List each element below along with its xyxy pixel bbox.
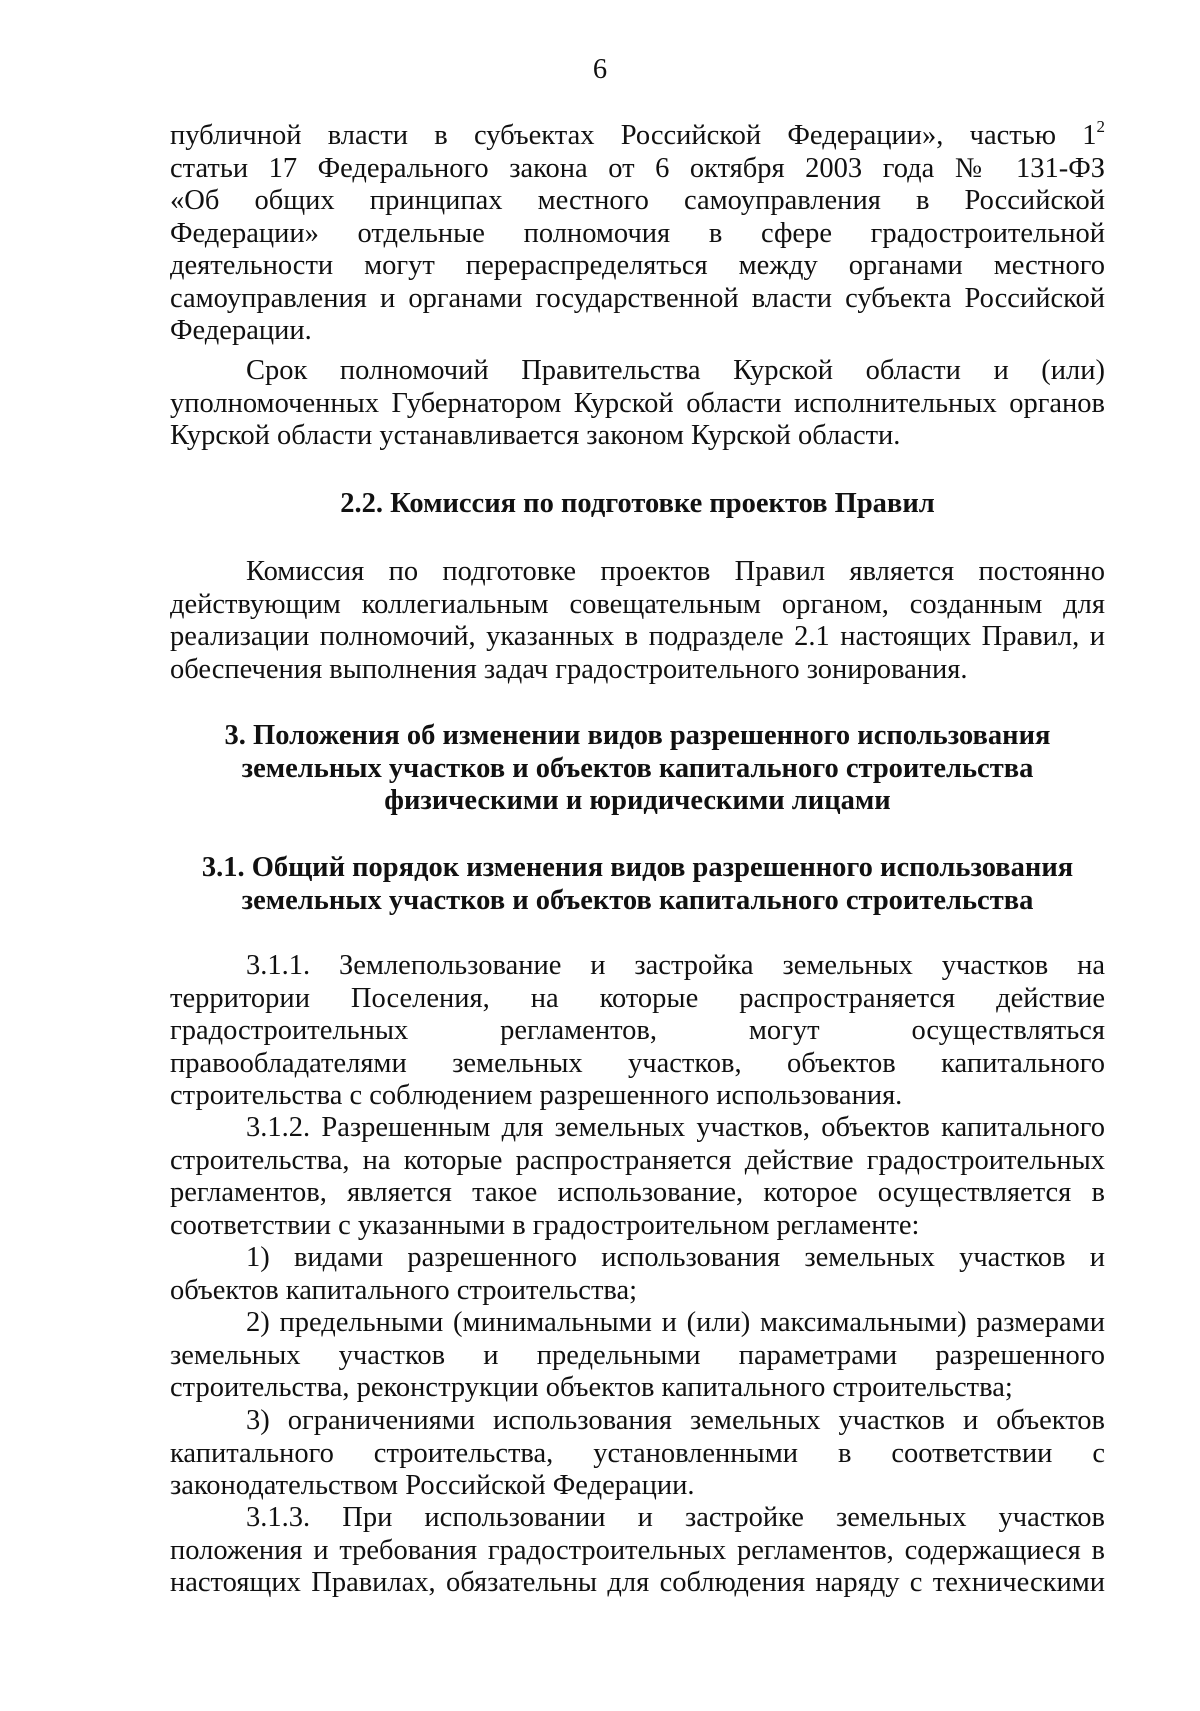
text-line: 1) видами разрешенного использования земельных участков и bbox=[246, 1242, 1105, 1273]
heading-line: земельных участков и объектов капитального строительства bbox=[241, 884, 1034, 916]
text-line: строительства, реконструкции объектов капитального строительства; bbox=[170, 1372, 1013, 1403]
text-line: 3.1.2. Разрешенным для земельных участков, объектов капитального bbox=[246, 1112, 1105, 1143]
heading-2-2 bbox=[170, 488, 1105, 521]
heading-line: 3. Положения об изменении видов разрешенного использования bbox=[224, 720, 1051, 751]
clause-3-1-1 bbox=[170, 950, 1105, 1113]
page-number: 6 bbox=[592, 54, 608, 85]
text-line: территории Поселения, на которые распространяется действие bbox=[170, 982, 1105, 1014]
heading-line: 2.2. Комиссия по подготовке проектов Правил bbox=[340, 488, 935, 519]
heading-3 bbox=[170, 720, 1105, 818]
text-line: самоуправления и органами государственной власти субъекта Российской bbox=[170, 282, 1105, 314]
text-line: земельных участков и предельными параметрами разрешенного bbox=[170, 1339, 1105, 1371]
clause-3-1-3 bbox=[170, 1502, 1105, 1600]
text-line: 3.1.3. При использовании и застройке земельных участков bbox=[246, 1502, 1105, 1533]
text-line: регламентов, является такое использование, которое осуществляется в bbox=[170, 1177, 1105, 1208]
text-line: уполномоченных Губернатором Курской области исполнительных органов bbox=[170, 387, 1105, 419]
heading-line: физическими и юридическими лицами bbox=[384, 785, 891, 816]
text-line: правообладателями земельных участков, объектов капитального bbox=[170, 1047, 1105, 1079]
text-line: статьи 17 Федерального закона от 6 октября 2003 года № 131-ФЗ bbox=[170, 152, 1105, 184]
text-line: объектов капитального строительства; bbox=[170, 1274, 638, 1306]
text-line: деятельности могут перераспределяться между органами местного bbox=[170, 250, 1105, 281]
text-line: градостроительных регламентов, могут осуществляться bbox=[170, 1015, 1105, 1046]
text-line: обеспечения выполнения задач градостроительного зонирования. bbox=[170, 653, 968, 685]
heading-3-1 bbox=[170, 852, 1105, 917]
text-line: реализации полномочий, указанных в подразделе 2.1 настоящих Правил, и bbox=[170, 621, 1105, 652]
text-line: строительства с соблюдением разрешенного использования. bbox=[170, 1080, 903, 1111]
text-line: Федерации» отдельные полномочия в сфере градостроительной bbox=[170, 217, 1105, 249]
text-line: Комиссия по подготовке проектов Правил является постоянно bbox=[246, 556, 1105, 587]
list-item-3 bbox=[170, 1405, 1105, 1503]
text-line: Федерации. bbox=[170, 315, 312, 346]
text-line: 2) предельными (минимальными и (или) максимальными) размерами bbox=[246, 1307, 1105, 1338]
text-line: Срок полномочий Правительства Курской области и (или) bbox=[246, 355, 1105, 386]
paragraph-term-of-powers bbox=[170, 355, 1105, 453]
paragraph-continuation bbox=[170, 117, 1105, 348]
paragraph-commission bbox=[170, 556, 1105, 686]
text-line: законодательством Российской Федерации. bbox=[170, 1470, 695, 1501]
text-line: 3.1.1. Землепользование и застройка земельных участков на bbox=[246, 950, 1105, 981]
heading-line: 3.1. Общий порядок изменения видов разрешенного использования bbox=[201, 852, 1074, 883]
text-line: положения и требования градостроительных регламентов, содержащиеся в bbox=[170, 1534, 1105, 1566]
list-item-2 bbox=[170, 1307, 1105, 1405]
text-line: Курской области устанавливается законом Курской области. bbox=[170, 420, 901, 451]
text-line: соответствии с указанными в градостроительном регламенте: bbox=[170, 1209, 920, 1241]
text-line: «Об общих принципах местного самоуправления в Российской bbox=[170, 185, 1105, 216]
text-line: настоящих Правилах, обязательны для соблюдения наряду с техническими bbox=[170, 1567, 1105, 1598]
clause-3-1-2 bbox=[170, 1112, 1105, 1242]
superscript: 2 bbox=[1096, 117, 1105, 136]
heading-line: земельных участков и объектов капитального строительства bbox=[241, 752, 1034, 784]
text-line: публичной власти в субъектах Российской Федерации», частью $1^2$ bbox=[170, 117, 1105, 151]
text-line: 3) ограничениями использования земельных участков и объектов bbox=[246, 1405, 1105, 1436]
text-line: действующим коллегиальным совещательным органом, созданным для bbox=[170, 588, 1105, 620]
text-line: строительства, на которые распространяется действие градостроительных bbox=[170, 1144, 1105, 1176]
text-line: капитального строительства, установленными в соответствии с bbox=[170, 1437, 1105, 1469]
list-item-1 bbox=[170, 1242, 1105, 1307]
